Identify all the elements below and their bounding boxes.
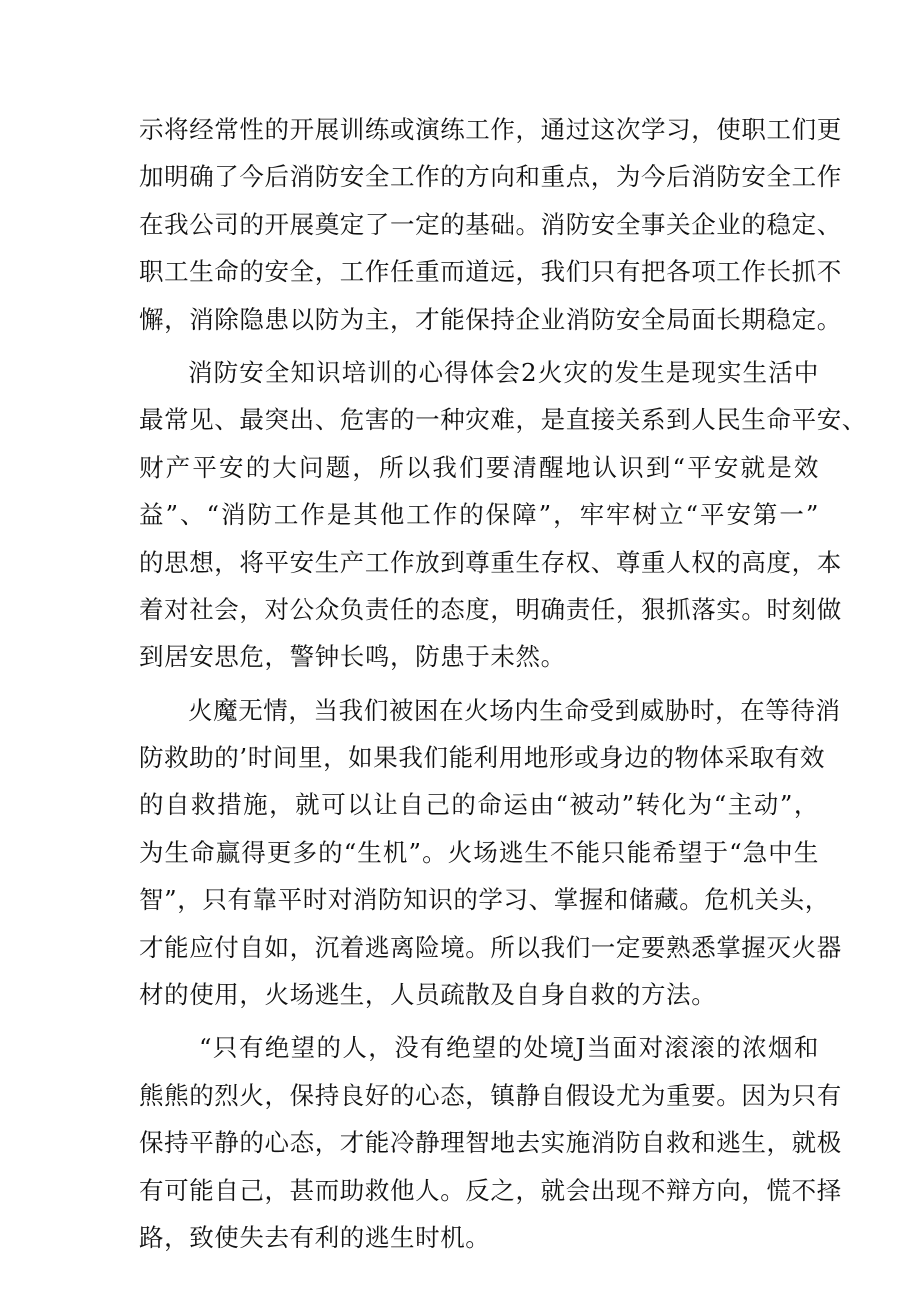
paragraph [139, 106, 842, 343]
paragraph [139, 687, 842, 1019]
text-line: 益”、“消防工作是其他工作的保障”，牢牢树立“平安第一” [139, 500, 819, 530]
text-line: 才能应付自如，沉着逃离险境。所以我们一定要熟悉掌握灭火器 [139, 932, 842, 962]
text-line: 懈，消除隐患以防为主，才能保持企业消防安全局面长期稳定。 [139, 304, 842, 334]
text-line: 在我公司的开展奠定了一定的基础。消防安全事关企业的稳定、 [139, 209, 842, 239]
text-line: 火魔无情，当我们被困在火场内生命受到威胁时，在等待消 [188, 695, 841, 725]
text-line: 到居安思危，警钟长鸣，防患于未然。 [139, 642, 566, 672]
paragraph [139, 349, 867, 681]
text-line: 着对社会，对公众负责任的态度，明确责任，狠抓落实。时刻做 [139, 594, 842, 624]
paragraph [139, 1024, 842, 1261]
text-line: 最常见、最突出、危害的一种灾难，是直接关系到人民生命平安、 [139, 405, 867, 435]
text-line: 为生命赢得更多的“生机”。火场逃生不能只能希望于“急中生 [139, 837, 819, 867]
text-line: 职工生命的安全，工作任重而道远，我们只有把各项工作长抓不 [139, 257, 842, 287]
text-line: 的自救措施，就可以让自己的命运由“被动”转化为“主动”， [139, 790, 819, 820]
text-line: 财产平安的大问题，所以我们要清醒地认识到“平安就是效 [139, 452, 819, 482]
text-line: 的思想，将平安生产工作放到尊重生存权、尊重人权的高度，本 [139, 547, 842, 577]
document-body [139, 106, 867, 1261]
text-line: 加明确了今后消防安全工作的方向和重点，为今后消防安全工作 [139, 162, 842, 192]
text-line: 熊熊的烈火，保持良好的心态，镇静自假设尤为重要。因为只有 [139, 1080, 842, 1110]
text-line: “只有绝望的人，没有绝望的处境J当面对滚滚的浓烟和 [199, 1033, 819, 1063]
text-line: 示将经常性的开展训练或演练工作，通过这次学习，使职工们更 [139, 115, 842, 144]
text-line: 保持平静的心态，才能冷静理智地去实施消防自救和逃生，就极 [139, 1128, 842, 1158]
text-line: 有可能自己，甚而助救他人。反之，就会出现不辩方向，慌不择 [139, 1175, 842, 1205]
text-line: 消防安全知识培训的心得体会2火灾的发生是现实生活中 [188, 357, 819, 387]
text-line: 智”，只有靠平时对消防知识的学习、掌握和储藏。危机关头， [139, 885, 830, 915]
text-line: 防救助的’时间里，如果我们能利用地形或身边的物体采取有效 [139, 743, 826, 773]
text-line: 材的使用，火场逃生，人员疏散及自身自救的方法。 [139, 980, 717, 1010]
text-line: 路，致使失去有利的逃生时机。 [139, 1222, 491, 1252]
